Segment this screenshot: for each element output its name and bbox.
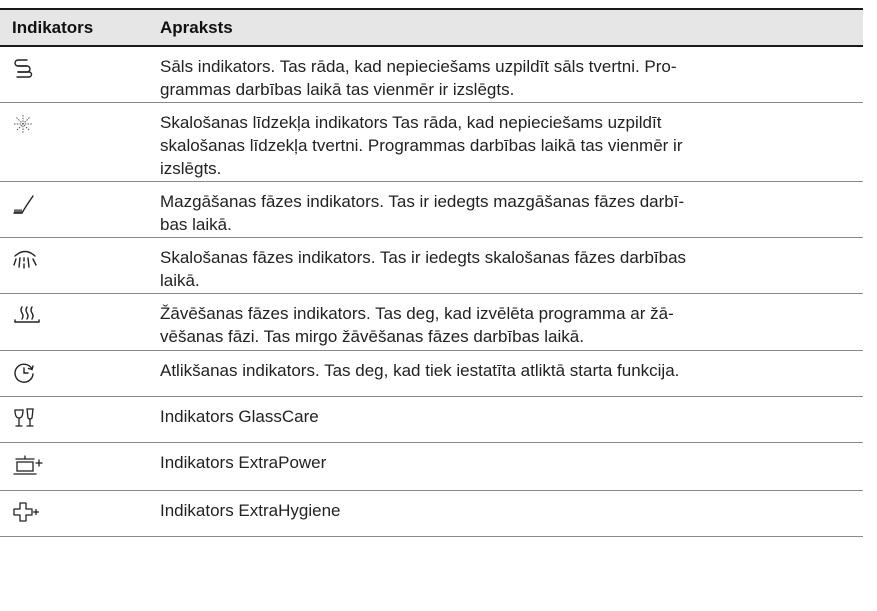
- extrapower-icon: [0, 443, 160, 490]
- salt-indicator-icon: [0, 47, 160, 102]
- column-header-description: Apraksts: [160, 17, 233, 37]
- rinse-phase-icon: [0, 238, 160, 293]
- row-description: Mazgāšanas fāzes indikators. Tas ir iedegts mazgāšanas fāzes darbī- bas laikā.: [160, 192, 685, 234]
- table-row: [0, 443, 863, 491]
- row-description: Indikators ExtraHygiene: [160, 501, 341, 520]
- table-row: [0, 238, 863, 294]
- wash-phase-icon: [0, 182, 160, 237]
- row-description: Skalošanas fāzes indikators. Tas ir iedegts skalošanas fāzes darbības laikā.: [160, 248, 687, 290]
- table-row: [0, 182, 863, 238]
- drying-phase-icon: [0, 294, 160, 350]
- delay-start-icon: [0, 351, 160, 396]
- table-header: [0, 10, 863, 47]
- indicator-table: [0, 8, 863, 537]
- rinse-aid-indicator-icon: [0, 103, 160, 181]
- table-row: [0, 491, 863, 537]
- row-description: Sāls indikators. Tas rāda, kad nepieciešams uzpildīt sāls tvertni. Pro- grammas darbības laikā tas vienmēr ir izslēgts.: [160, 57, 677, 99]
- column-header-indicator: Indikators: [12, 17, 94, 37]
- row-description: Atlikšanas indikators. Tas deg, kad tiek iestatīta atliktā starta funkcija.: [160, 361, 680, 380]
- extrahygiene-icon: [0, 491, 160, 536]
- table-row: [0, 351, 863, 397]
- table-row: [0, 397, 863, 443]
- glasscare-icon: [0, 397, 160, 442]
- table-row: [0, 294, 863, 351]
- row-description: Indikators GlassCare: [160, 407, 319, 426]
- row-description: Žāvēšanas fāzes indikators. Tas deg, kad izvēlēta programma ar žā- vēšanas fāzi. Tas mirgo žāvēšanas fāzes darbības laikā.: [160, 304, 674, 346]
- row-description: Indikators ExtraPower: [160, 453, 327, 472]
- table-row: [0, 103, 863, 182]
- row-description: Skalošanas līdzekļa indikators Tas rāda, kad nepieciešams uzpildīt skalošanas līdzekļa tvertni. Programmas darbības laikā tas vienmēr ir izslēgts.: [160, 113, 683, 178]
- table-row: [0, 47, 863, 103]
